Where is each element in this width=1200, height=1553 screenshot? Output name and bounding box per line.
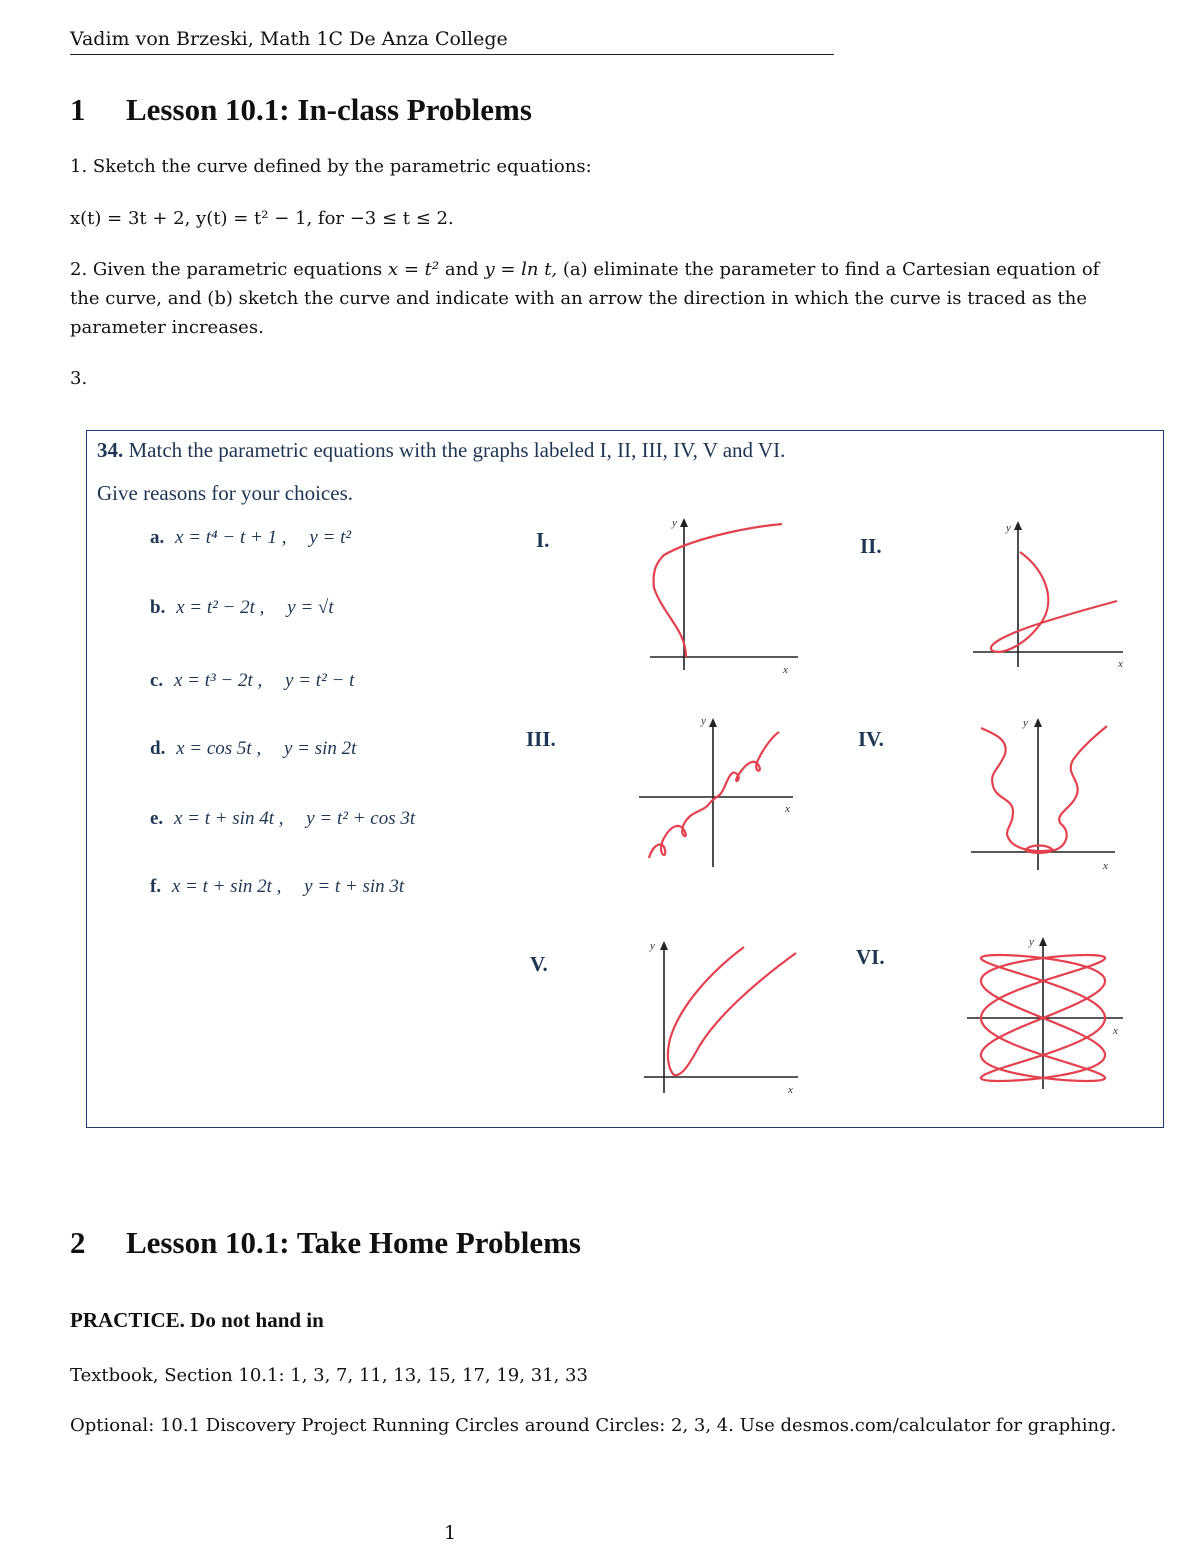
section-1-number: 1 (70, 92, 86, 127)
equation-d (150, 738, 356, 760)
problem-1-equation: x(t) = 3t + 2, y(t) = t² − 1, for −3 ≤ t ≤ 2. (70, 208, 454, 229)
y-axis-label: y (701, 715, 706, 727)
practice-heading: PRACTICE. Do not hand in (70, 1308, 324, 1332)
problem-2-rest: (a) eliminate the parameter to find a Cartesian equation of the curve, and (b) sketch the curve and indicate with an arrow the direction in which the curve is traced as the parameter increases. (70, 259, 1100, 338)
equation-y: y = t + sin 3t (304, 876, 405, 897)
section-1-heading (70, 92, 532, 128)
textbook-assignment: Textbook, Section 10.1: 1, 3, 7, 11, 13, 15, 17, 19, 31, 33 (70, 1365, 588, 1386)
x-axis-label: x (783, 664, 788, 676)
equation-letter: f. (150, 876, 162, 897)
y-axis-arrow (660, 941, 668, 950)
x-axis-label: x (1103, 860, 1108, 872)
page-number: 1 (443, 1522, 457, 1544)
problem-2-and: and (444, 259, 479, 280)
equation-y: y = t² + cos 3t (306, 808, 416, 829)
graph-iv (965, 712, 1135, 877)
equation-b (150, 597, 334, 619)
section-1-title: Lesson 10.1: In-class Problems (126, 92, 532, 127)
problem-2 (70, 255, 1132, 342)
x-axis-label: x (785, 803, 790, 815)
y-axis-label: y (650, 940, 655, 952)
graph-label-vi: VI. (856, 945, 885, 969)
curve-i (654, 524, 782, 657)
section-2-title: Lesson 10.1: Take Home Problems (126, 1225, 581, 1260)
y-axis-arrow (709, 718, 717, 727)
x-axis-label: x (788, 1084, 793, 1096)
x-axis-label: x (1113, 1025, 1118, 1037)
problem-2-eq-y: y = ln t, (484, 259, 558, 280)
graph-iii (635, 712, 805, 877)
equation-x: x = t² − 2t , (176, 597, 265, 618)
equation-a (150, 527, 351, 549)
y-axis-arrow (1039, 937, 1047, 946)
equation-x: x = t + sin 2t , (171, 876, 282, 897)
equation-y: y = √t (287, 597, 334, 618)
y-axis-arrow (1014, 521, 1022, 530)
curve-iii (649, 732, 779, 858)
section-2-number: 2 (70, 1225, 86, 1260)
exercise-number: 34. (97, 438, 124, 462)
equation-y: y = t² (309, 527, 352, 548)
equation-x: x = t⁴ − t + 1 , (175, 527, 287, 548)
page-header: Vadim von Brzeski, Math 1C De Anza College (70, 28, 508, 50)
equation-letter: a. (150, 527, 165, 548)
graph-i (640, 510, 810, 680)
exercise-instruction-line (97, 438, 785, 463)
exercise-reasons: Give reasons for your choices. (97, 481, 353, 505)
problem-2-prefix: 2. Given the parametric equations (70, 259, 383, 280)
graph-vi (965, 935, 1135, 1095)
problem-3-label: 3. (70, 368, 88, 389)
equation-x: x = t³ − 2t , (173, 670, 263, 691)
header-rule (70, 54, 834, 55)
equation-letter: b. (150, 597, 166, 618)
graph-label-iii: III. (526, 727, 556, 751)
equation-y: y = sin 2t (283, 738, 357, 759)
y-axis-label: y (1029, 936, 1034, 948)
graph-label-ii: II. (860, 534, 882, 558)
optional-assignment: Optional: 10.1 Discovery Project Running Circles around Circles: 2, 3, 4. Use desmos.com/calculator for graphing. (70, 1415, 1117, 1436)
equation-c (150, 670, 354, 692)
curve-ii (991, 552, 1117, 652)
equation-e (150, 808, 415, 830)
equation-letter: c. (150, 670, 164, 691)
y-axis-label: y (1023, 717, 1028, 729)
equation-letter: d. (150, 738, 166, 759)
equation-y: y = t² − t (285, 670, 355, 691)
graph-label-i: I. (536, 528, 550, 552)
y-axis-arrow (680, 518, 688, 527)
equation-x: x = cos 5t , (176, 738, 262, 759)
graph-ii (965, 515, 1135, 675)
graph-v (640, 935, 810, 1100)
graph-label-v: V. (530, 952, 548, 976)
problem-2-eq-x: x = t² (387, 259, 440, 280)
section-2-heading (70, 1225, 581, 1261)
graph-label-iv: IV. (858, 727, 884, 751)
x-axis-label: x (1118, 658, 1123, 670)
exercise-instruction: Match the parametric equations with the graphs labeled I, II, III, IV, V and VI. (128, 438, 786, 462)
equation-letter: e. (150, 808, 164, 829)
problem-1-text: 1. Sketch the curve defined by the parametric equations: (70, 156, 592, 177)
equation-f (150, 876, 404, 898)
y-axis-label: y (672, 517, 677, 529)
curve-iv (981, 726, 1107, 851)
y-axis-label: y (1006, 522, 1011, 534)
curve-v (668, 947, 796, 1075)
y-axis-arrow (1034, 718, 1042, 727)
equation-x: x = t + sin 4t , (173, 808, 284, 829)
